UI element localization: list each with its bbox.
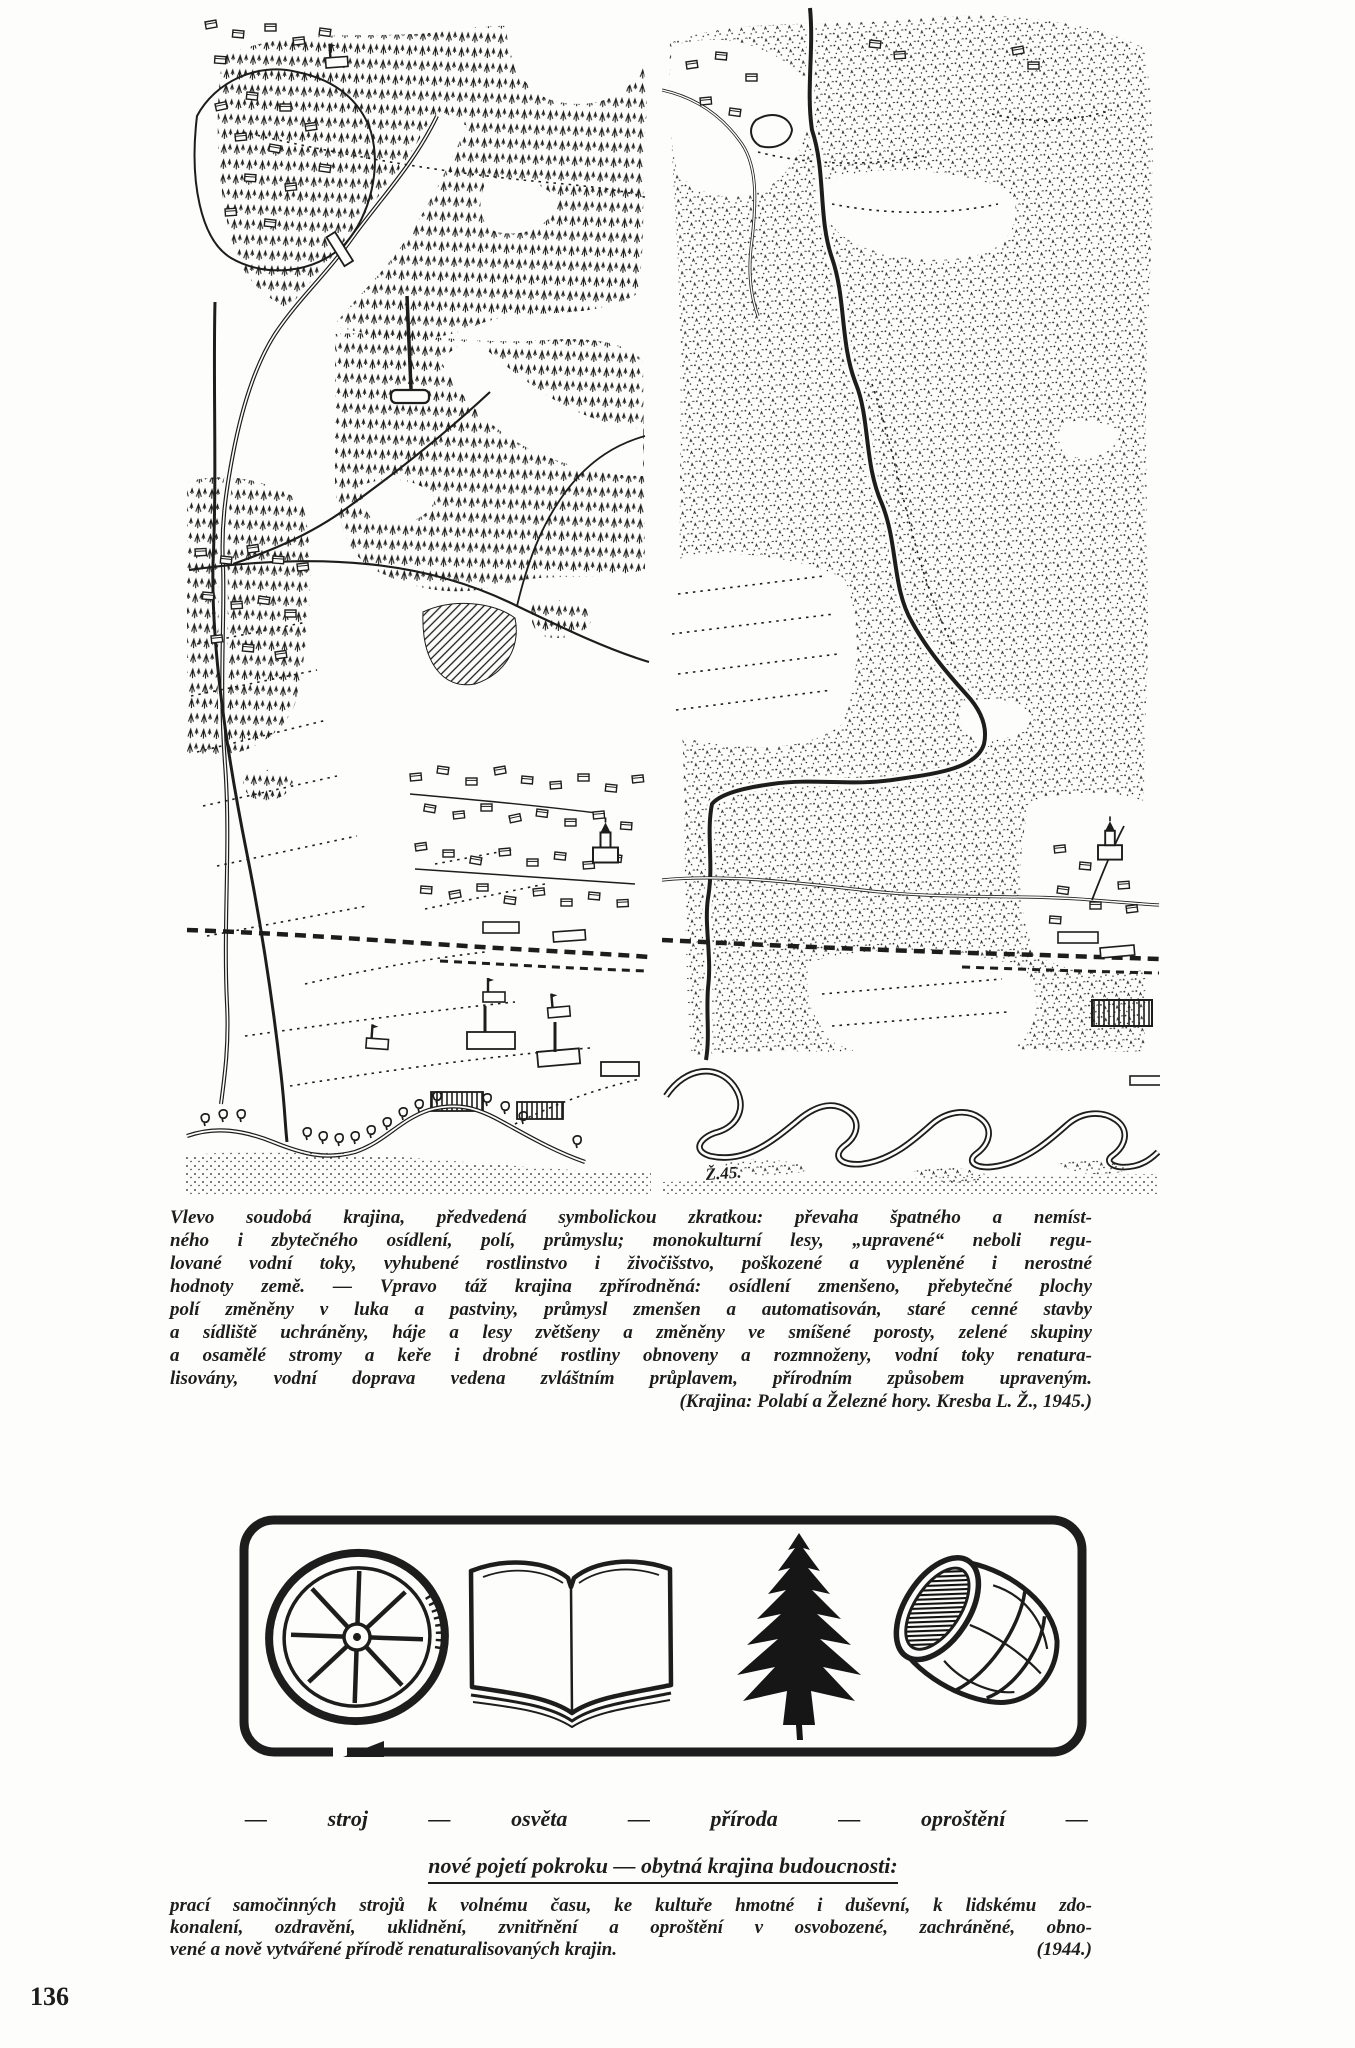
village-main	[410, 766, 644, 942]
figure-two-maps	[185, 4, 1160, 1194]
dash: —	[1065, 1806, 1088, 1831]
border-gap	[333, 1745, 347, 1757]
year-note: (1944.)	[1036, 1939, 1092, 1960]
scrub-band-bottom	[185, 1151, 651, 1194]
caption-line: a sídliště uchráněny, háje a lesy zvětšeny a změněny ve smíšené porosty, zelené skupiny	[170, 1322, 1092, 1343]
paragraph-line	[170, 1939, 1092, 1961]
caption-line: lisovány, vodní doprava vedena zvláštním průplavem, přírodním způsobem upraveným.	[170, 1368, 1092, 1389]
caption-line: a osamělé stromy a keře i drobné rostliny obnoveny a rozmnoženy, vodní toky renatura-	[170, 1345, 1092, 1366]
caption-line: polí změněny v luka a pastviny, průmysl zmenšen a automatisován, staré cenné stavby	[170, 1299, 1092, 1320]
closing-paragraph	[170, 1895, 1092, 1961]
figure-symbol-cycle	[239, 1515, 1087, 1762]
paragraph-line: konalení, ozdravění, uklidnění, zvnitřnění a oproštění v osvobozené, zachráněné, obno-	[170, 1917, 1092, 1938]
dash: —	[838, 1806, 861, 1831]
barrel-symbol	[877, 1537, 1080, 1730]
figure-heading: nové pojetí pokroku — obytná krajina budoucnosti:	[239, 1853, 1087, 1879]
wheel-symbol	[256, 1539, 458, 1735]
map-right-renaturalised-landscape	[662, 4, 1160, 1194]
book-symbol	[471, 1562, 671, 1727]
paragraph-line: prací samočinných strojů k volnému času, ke kultuře hmotné i duševní, k lidskému zdo-	[170, 1895, 1092, 1916]
figure-caption	[170, 1206, 1092, 1413]
label-stroj: stroj	[327, 1806, 368, 1831]
caption-line: hodnoty země. — Vpravo táž krajina zpřírodněná: osídlení zmenšeno, přebytečné plochy	[170, 1276, 1092, 1297]
caption-line: Vlevo soudobá krajina, předvedená symbolickou zkratkou: převaha špatného a nemíst-	[170, 1207, 1092, 1228]
paragraph-last-text: vené a nově vytvářené přírodě renaturalisovaných krajin.	[170, 1939, 617, 1960]
industry-area	[366, 978, 639, 1119]
symbol-labels-row	[245, 1806, 1088, 1832]
dash: —	[627, 1806, 650, 1831]
hatched-woods-patch	[423, 603, 516, 684]
label-priroda: příroda	[710, 1806, 778, 1831]
hatched-building	[1092, 1000, 1152, 1026]
artist-signature: Ž.45.	[704, 1162, 743, 1184]
dash: —	[245, 1806, 267, 1831]
church-icon	[593, 818, 618, 863]
caption-credit: (Krajina: Polabí a Železné hory. Kresba L. Ž., 1945.)	[679, 1391, 1092, 1412]
tree-symbol	[737, 1533, 861, 1740]
label-osveta: osvěta	[511, 1806, 568, 1831]
map-left-contemporary-landscape	[185, 4, 652, 1194]
pond	[751, 115, 792, 147]
caption-line: ného i zbytečného osídlení, polí, průmyslu; monokulturní lesy, „upravené“ neboli regu-	[170, 1230, 1092, 1251]
page-number: 136	[30, 1982, 69, 2011]
dash: —	[428, 1806, 451, 1831]
label-oprosteni: oproštění	[920, 1806, 1006, 1831]
caption-line: lované vodní toky, vyhubené rostlinstvo i živočišstvo, poškozené a vypleněné i nerostné	[170, 1253, 1092, 1274]
